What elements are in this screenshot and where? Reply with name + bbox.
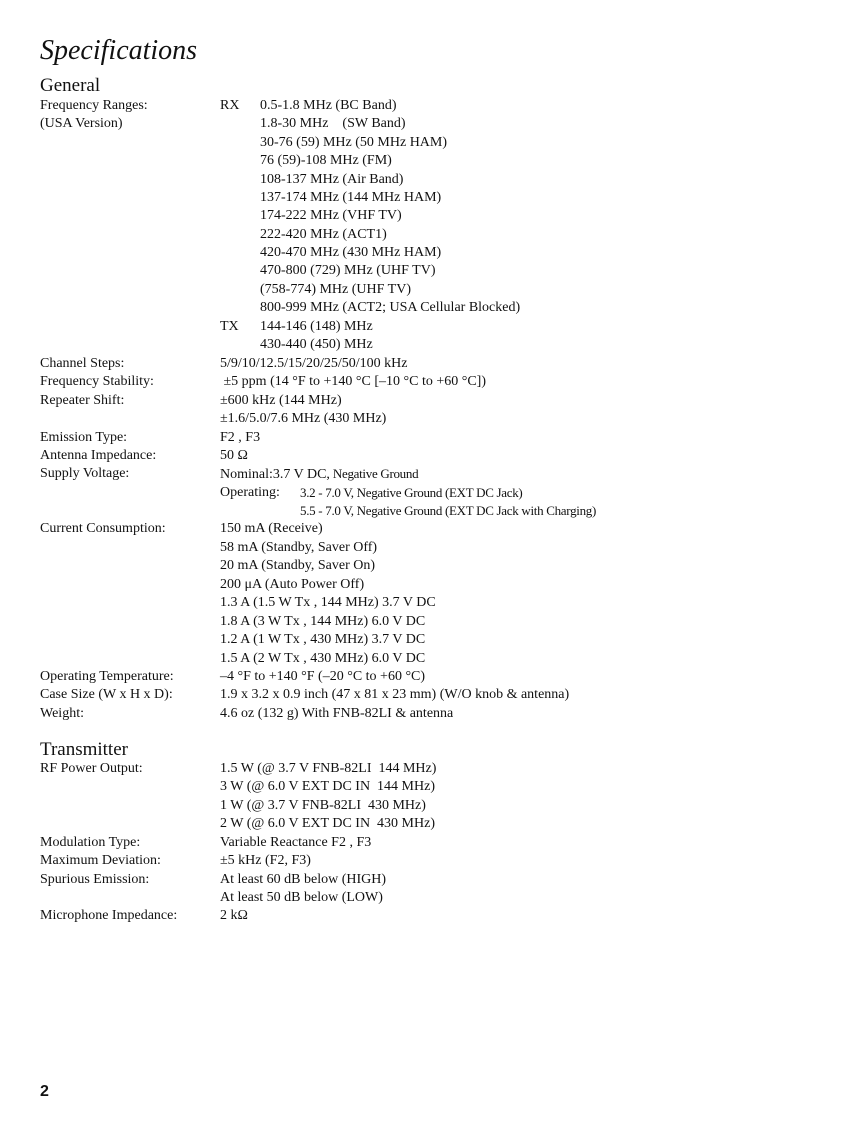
current-consumption-value: 58 mA (Standby, Saver Off) xyxy=(220,540,378,555)
tx-range: 144-146 (148) MHz xyxy=(260,319,373,334)
rx-range: 108-137 MHz (Air Band) xyxy=(260,172,404,187)
emission-type-label: Emission Type: xyxy=(40,430,128,445)
supply-nominal-prefix: Nominal:3.7 V DC, xyxy=(220,467,330,482)
modulation-type-label: Modulation Type: xyxy=(40,835,141,850)
section-heading-general: General xyxy=(40,75,101,96)
rx-range: 470-800 (729) MHz (UHF TV) xyxy=(260,263,436,278)
page-title: Specifications xyxy=(40,35,198,66)
microphone-impedance-label: Microphone Impedance: xyxy=(40,908,178,923)
rx-range: 30-76 (59) MHz (50 MHz HAM) xyxy=(260,135,448,150)
rx-range: 0.5-1.8 MHz (BC Band) xyxy=(260,98,397,113)
maximum-deviation-label: Maximum Deviation: xyxy=(40,853,161,868)
spurious-emission-label: Spurious Emission: xyxy=(40,872,150,887)
tx-range: 430-440 (450) MHz xyxy=(260,337,373,352)
current-consumption-value: 200 μA (Auto Power Off) xyxy=(220,577,365,592)
rx-range: 1.8-30 MHz (SW Band) xyxy=(260,116,406,131)
rx-range: 420-470 MHz (430 MHz HAM) xyxy=(260,245,442,260)
frequency-stability-label: Frequency Stability: xyxy=(40,374,154,389)
rf-power-output-value: 1 W (@ 3.7 V FNB-82LI 430 MHz) xyxy=(220,798,426,813)
rx-range: 137-174 MHz (144 MHz HAM) xyxy=(260,190,442,205)
rf-power-output-value: 1.5 W (@ 3.7 V FNB-82LI 144 MHz) xyxy=(220,761,437,776)
modulation-type-value: Variable Reactance F2 , F3 xyxy=(220,835,372,850)
current-consumption-value: 1.2 A (1 W Tx , 430 MHz) 3.7 V DC xyxy=(220,632,426,647)
section-heading-transmitter: Transmitter xyxy=(40,739,128,760)
maximum-deviation-value: ±5 kHz (F2, F3) xyxy=(220,853,311,868)
current-consumption-value: 150 mA (Receive) xyxy=(220,521,323,536)
emission-type-value: F2 , F3 xyxy=(220,430,261,445)
case-size-value: 1.9 x 3.2 x 0.9 inch (47 x 81 x 23 mm) (W/O knob & antenna) xyxy=(220,687,570,702)
spurious-emission-value: At least 60 dB below (HIGH) xyxy=(220,872,387,887)
current-consumption-value: 1.8 A (3 W Tx , 144 MHz) 6.0 V DC xyxy=(220,614,426,629)
rx-range: 222-420 MHz (ACT1) xyxy=(260,227,387,242)
supply-nominal-suffix: Negative Ground xyxy=(329,466,419,481)
current-consumption-value: 1.5 A (2 W Tx , 430 MHz) 6.0 V DC xyxy=(220,651,426,666)
current-consumption-value: 1.3 A (1.5 W Tx , 144 MHz) 3.7 V DC xyxy=(220,595,436,610)
supply-voltage-label: Supply Voltage: xyxy=(40,466,130,481)
page-number: 2 xyxy=(40,1083,49,1100)
rx-range: 76 (59)-108 MHz (FM) xyxy=(260,153,392,168)
channel-steps-value: 5/9/10/12.5/15/20/25/50/100 kHz xyxy=(220,356,408,371)
rx-range: 174-222 MHz (VHF TV) xyxy=(260,208,402,223)
weight-value: 4.6 oz (132 g) With FNB-82LI & antenna xyxy=(220,706,454,721)
current-consumption-label: Current Consumption: xyxy=(40,521,166,536)
supply-voltage-operating-label: Operating: xyxy=(220,485,280,500)
rx-range: (758-774) MHz (UHF TV) xyxy=(260,282,411,297)
antenna-impedance-label: Antenna Impedance: xyxy=(40,448,157,463)
rx-tag: RX xyxy=(220,98,240,113)
operating-temperature-value: –4 °F to +140 °F (–20 °C to +60 °C) xyxy=(220,669,426,684)
supply-voltage-operating-value: 5.5 - 7.0 V, Negative Ground (EXT DC Jack with Charging) xyxy=(300,503,597,518)
repeater-shift-label: Repeater Shift: xyxy=(40,393,125,408)
rf-power-output-value: 2 W (@ 6.0 V EXT DC IN 430 MHz) xyxy=(220,816,435,831)
rf-power-output-value: 3 W (@ 6.0 V EXT DC IN 144 MHz) xyxy=(220,779,435,794)
operating-temperature-label: Operating Temperature: xyxy=(40,669,174,684)
channel-steps-label: Channel Steps: xyxy=(40,356,125,371)
rf-power-output-label: RF Power Output: xyxy=(40,761,143,776)
repeater-shift-value: ±1.6/5.0/7.6 MHz (430 MHz) xyxy=(220,411,387,426)
antenna-impedance-value: 50 Ω xyxy=(220,448,248,463)
microphone-impedance-value: 2 kΩ xyxy=(220,908,248,923)
rx-range: 800-999 MHz (ACT2; USA Cellular Blocked) xyxy=(260,300,521,315)
weight-label: Weight: xyxy=(40,706,84,721)
tx-tag: TX xyxy=(220,319,239,334)
case-size-label: Case Size (W x H x D): xyxy=(40,687,173,702)
frequency-stability-value: ±5 ppm (14 °F to +140 °C [–10 °C to +60 °C]) xyxy=(220,374,486,389)
frequency-ranges-label: Frequency Ranges: xyxy=(40,98,148,113)
usa-version-label: (USA Version) xyxy=(40,116,123,131)
supply-voltage-nominal xyxy=(220,465,418,484)
spurious-emission-value: At least 50 dB below (LOW) xyxy=(220,890,383,905)
current-consumption-value: 20 mA (Standby, Saver On) xyxy=(220,558,376,573)
supply-voltage-operating-value: 3.2 - 7.0 V, Negative Ground (EXT DC Jack) xyxy=(300,485,523,500)
repeater-shift-value: ±600 kHz (144 MHz) xyxy=(220,393,342,408)
